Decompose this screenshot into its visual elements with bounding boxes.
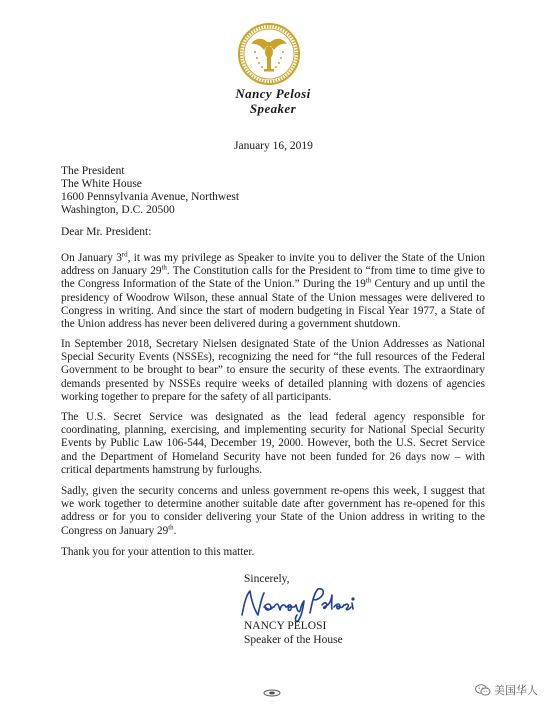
recipient-address [61,165,239,217]
paragraph-4: Sadly, given the security concerns and unless government re-opens this week, I suggest that we work together to determine another suitable date after government has re-opened for this address or for you to consider delivering your State of the Union address in writing to the Congress on January 29th. [61,485,485,537]
watermark [475,682,538,698]
signer-title: Speaker of the House [244,634,343,646]
address-line: The White House [61,178,142,190]
letterhead-name: Nancy Pelosi [235,86,311,101]
paragraph-1: On January 3rd, it was my privilege as Speaker to invite you to deliver the State of the Union address on January 29th. The Constitution calls for the President to “from time to time give to the Congress Information of the State of the Union.” During the 19th Century and up until the presidency of Woodrow Wilson, these annual State of the Union messages were delivered to Congress in writing. And since the start of modern budgeting in Fiscal Year 1977, a State of the Union address has never been delivered during a government shutdown. [61,250,485,331]
closing: Sincerely, [244,573,290,585]
wechat-icon [475,684,491,696]
salutation: Dear Mr. President: [61,226,152,238]
address-line: Washington, D.C. 20500 [61,204,175,216]
paragraph-5: Thank you for your attention to this matter. [61,546,255,558]
paragraph-3: The U.S. Secret Service was designated as the lead federal agency responsible for coordinating, planning, exercising, and implementing security for National Special Security Events by Public Law 106-544, December 19, 2000. However, both the U.S. Secret Service and the Department of Homeland Security have not been funded for 26 days now – with critical departments hamstrung by furloughs. [61,411,485,476]
address-line: 1600 Pennsylvania Avenue, Northwest [61,191,240,203]
address-line: The President [61,165,125,177]
letterhead-title: Speaker [249,101,297,116]
letter-date: January 16, 2019 [234,140,313,152]
speaker-seal-icon [237,22,301,86]
paragraph-2: In September 2018, Secretary Nielsen designated State of the Union Addresses as National Special Security Events (NSSEs), recognizing the need for “the full resources of the Federal Government to be brought to bear” to ensure the security of these events. The extraordinary demands presented by NSSEs require weeks of detailed planning with dozens of agencies working together to prepare for the safety of all participants. [61,338,485,403]
watermark-text: 美国华人 [494,684,538,697]
signature-icon [234,585,384,625]
signer-name: NANCY PELOSI [244,620,327,632]
footer-ornament-icon [262,688,282,698]
